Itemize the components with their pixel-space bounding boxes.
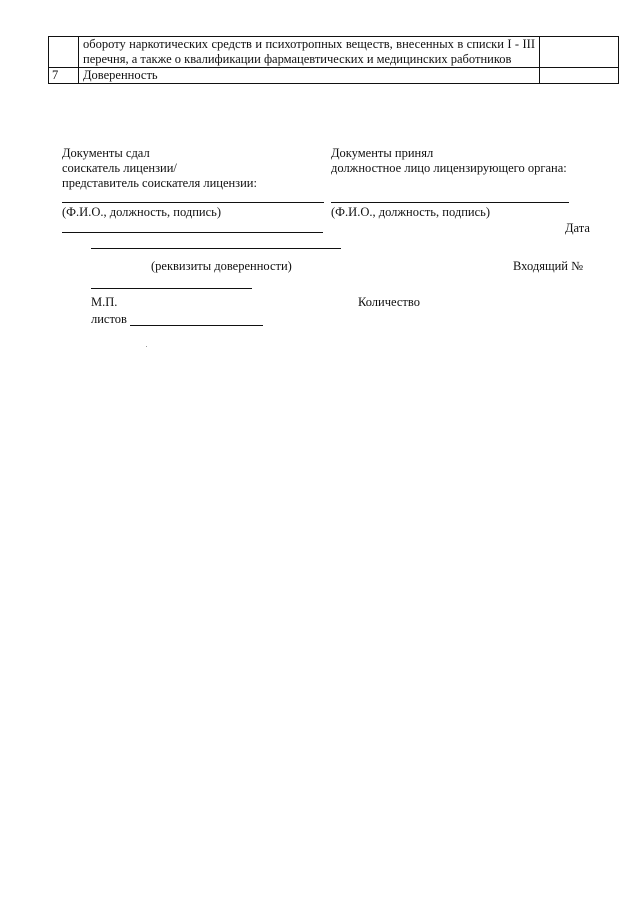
row-description: Доверенность bbox=[79, 68, 540, 84]
receiver-signature-caption: (Ф.И.О., должность, подпись) bbox=[331, 205, 490, 219]
power-of-attorney-line bbox=[91, 248, 341, 249]
submitter-signature-underline bbox=[62, 232, 323, 233]
incoming-number-label: Входящий № bbox=[513, 259, 584, 273]
table-row bbox=[49, 68, 619, 84]
licensing-official-label: должностное лицо лицензирующего органа: bbox=[331, 161, 567, 175]
receiver-signature-line bbox=[331, 202, 569, 203]
scan-speck bbox=[146, 346, 147, 347]
date-label: Дата bbox=[565, 221, 590, 235]
applicant-label: соискатель лицензии/ bbox=[62, 161, 177, 175]
row-number bbox=[49, 37, 79, 68]
submitter-signature-caption: (Ф.И.О., должность, подпись) bbox=[62, 205, 221, 219]
quantity-label: Количество bbox=[358, 295, 420, 309]
row-extra-cell bbox=[540, 68, 619, 84]
table-row bbox=[49, 37, 619, 68]
stamp-place-label: М.П. bbox=[91, 295, 118, 309]
received-by-label: Документы принял bbox=[331, 146, 434, 160]
submitter-signature-line bbox=[62, 202, 324, 203]
row-description: обороту наркотических средств и психотропных веществ, внесенных в списки I - III перечня, а также о квалификации фармацевтических и медицинских работников bbox=[79, 37, 540, 68]
sheets-label: листов bbox=[91, 312, 127, 326]
submitted-by-label: Документы сдал bbox=[62, 146, 150, 160]
short-blank-line bbox=[91, 288, 252, 289]
power-of-attorney-caption: (реквизиты доверенности) bbox=[151, 259, 292, 273]
documents-table bbox=[48, 36, 619, 84]
row-extra-cell bbox=[540, 37, 619, 68]
applicant-representative-label: представитель соискателя лицензии: bbox=[62, 176, 257, 190]
row-number: 7 bbox=[49, 68, 79, 84]
sheets-blank-line bbox=[130, 325, 263, 326]
